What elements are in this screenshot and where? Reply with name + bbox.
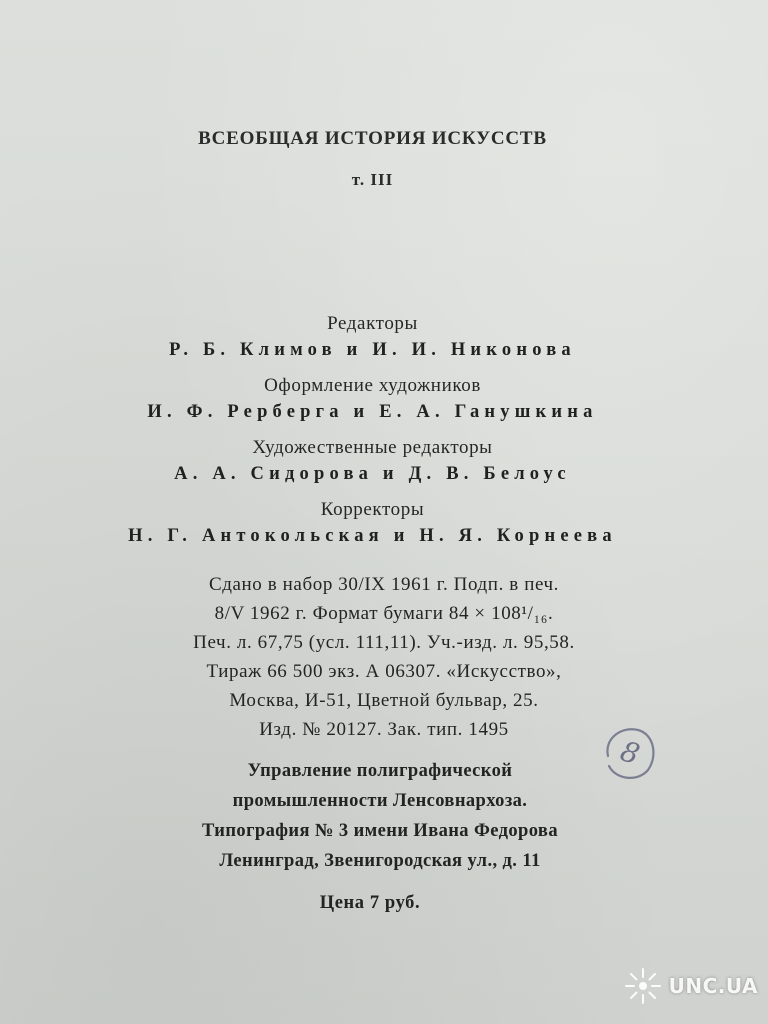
imprint-line: Тираж 66 500 экз. А 06307. «Искусство», — [206, 661, 562, 682]
imprint-line: Москва, И-51, Цветной бульвар, 25. — [229, 690, 539, 711]
volume-number: т. III — [351, 170, 394, 189]
imprint-line: Печ. л. 67,75 (усл. 111,11). Уч.-изд. л. 95,58. — [193, 632, 575, 653]
imprint-line: 8/V 1962 г. Формат бумаги 84 × 108¹/₁₆. — [214, 603, 554, 624]
stamp-mark: 8 — [616, 734, 644, 772]
credits-section — [0, 312, 745, 560]
credit-names-proofreaders: Н. Г. Антокольская и Н. Я. Корнеева — [128, 526, 617, 546]
credit-role-design: Оформление художников — [264, 375, 481, 396]
imprint-line: Изд. № 20127. Зак. тип. 1495 — [259, 719, 509, 740]
credit-names-design: И. Ф. Рерберга и Е. А. Ганушкина — [147, 402, 598, 422]
imprint-line: Сдано в набор 30/IX 1961 г. Подп. в печ. — [208, 574, 560, 595]
sunburst-logo-icon — [623, 966, 663, 1006]
credit-role-art-editors: Художественные редакторы — [252, 437, 493, 458]
watermark — [623, 964, 758, 1008]
credit-role-editors: Редакторы — [327, 313, 418, 334]
imprint-block — [0, 570, 768, 744]
book-series-title: ВСЕОБЩАЯ ИСТОРИЯ ИСКУССТВ — [198, 128, 547, 149]
credit-names-art-editors: А. А. Сидорова и Д. В. Белоус — [174, 464, 571, 484]
watermark-text: UNC.UA — [668, 974, 758, 998]
price-label: Цена 7 руб. — [319, 893, 421, 913]
handwritten-circle-stamp-icon — [598, 722, 660, 784]
printer-line: Типография № 3 имени Ивана Федорова — [202, 821, 558, 841]
printer-line: промышленности Ленсовнархоза. — [232, 791, 528, 811]
printer-line: Ленинград, Звенигородская ул., д. 11 — [219, 851, 541, 871]
printer-line: Управление полиграфической — [247, 761, 513, 781]
credit-role-proofreaders: Корректоры — [320, 499, 425, 520]
credit-names-editors: Р. Б. Климов и И. И. Никонова — [169, 340, 576, 360]
